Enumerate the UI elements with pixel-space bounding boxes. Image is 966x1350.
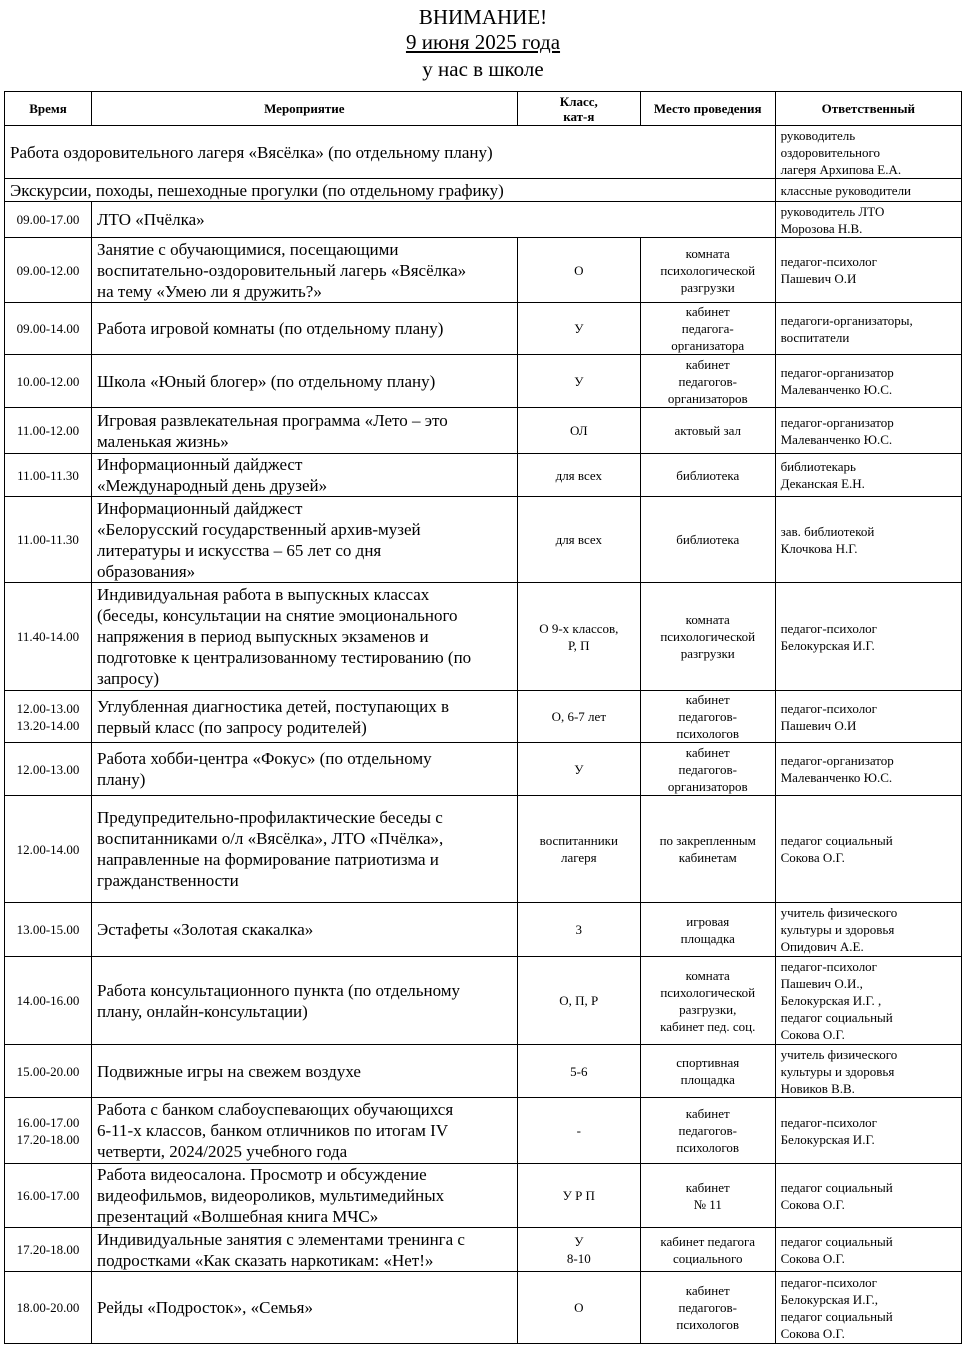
place-cell: кабинет педагога социального xyxy=(640,1228,775,1272)
place-cell: кабинет педагогов- психологов xyxy=(640,691,775,743)
event-cell: Экскурсии, походы, пешеходные прогулки (по отдельному графику) xyxy=(5,179,776,202)
time-cell: 15.00-20.00 xyxy=(5,1045,92,1098)
responsible-cell: библиотекарь Деканская Е.Н. xyxy=(775,454,961,497)
table-row xyxy=(5,1098,962,1164)
column-header-place: Место проведения xyxy=(640,92,775,126)
time-cell: 18.00-20.00 xyxy=(5,1272,92,1344)
responsible-cell: руководитель ЛТО Морозова Н.В. xyxy=(775,202,961,238)
table-header-row xyxy=(5,92,962,126)
event-cell: Подвижные игры на свежем воздухе xyxy=(92,1045,518,1098)
table-row xyxy=(5,202,962,238)
responsible-cell: педагог-организатор Малеванченко Ю.С. xyxy=(775,743,961,796)
time-cell: 10.00-12.00 xyxy=(5,355,92,408)
place-cell: библиотека xyxy=(640,497,775,583)
responsible-cell: педагог социальный Сокова О.Г. xyxy=(775,796,961,903)
class-cell: О, 6-7 лет xyxy=(517,691,640,743)
place-cell: комната психологической разгрузки xyxy=(640,583,775,691)
responsible-cell: педагог-психолог Белокурская И.Г. xyxy=(775,1098,961,1164)
responsible-cell: педагог-психолог Пашевич О.И xyxy=(775,238,961,303)
time-cell: 09.00-14.00 xyxy=(5,303,92,355)
time-cell: 11.00-12.00 xyxy=(5,408,92,454)
class-cell: У 8-10 xyxy=(517,1228,640,1272)
event-cell: Работа с банком слабоуспевающих обучающихся 6-11-х классов, банком отличников по итогам IV четверти, 2024/2025 учебного года xyxy=(92,1098,518,1164)
responsible-cell: зав. библиотекой Клочкова Н.Г. xyxy=(775,497,961,583)
table-row xyxy=(5,1045,962,1098)
class-cell: У Р П xyxy=(517,1164,640,1228)
time-cell: 12.00-13.00 xyxy=(5,743,92,796)
time-cell: 11.40-14.00 xyxy=(5,583,92,691)
class-cell: У xyxy=(517,743,640,796)
table-row xyxy=(5,126,962,179)
event-cell: Работа консультационного пункта (по отдельному плану, онлайн-консультации) xyxy=(92,957,518,1045)
event-cell: Рейды «Подросток», «Семья» xyxy=(92,1272,518,1344)
event-cell: Эстафеты «Золотая скакалка» xyxy=(92,903,518,957)
place-cell: кабинет педагогов- организаторов xyxy=(640,743,775,796)
class-cell: - xyxy=(517,1098,640,1164)
event-cell: Работа игровой комнаты (по отдельному плану) xyxy=(92,303,518,355)
place-cell: библиотека xyxy=(640,454,775,497)
table-row xyxy=(5,903,962,957)
event-cell: Работа хобби-центра «Фокус» (по отдельному плану) xyxy=(92,743,518,796)
event-cell: Информационный дайджест «Белорусский государственный архив-музей литературы и искусства – 65 лет со дня образования» xyxy=(92,497,518,583)
table-row xyxy=(5,408,962,454)
table-row xyxy=(5,1164,962,1228)
table-row xyxy=(5,238,962,303)
table-row xyxy=(5,691,962,743)
class-cell: воспитанники лагеря xyxy=(517,796,640,903)
column-header-time: Время xyxy=(5,92,92,126)
place-cell: спортивная площадка xyxy=(640,1045,775,1098)
place-cell: комната психологической разгрузки xyxy=(640,238,775,303)
place-cell: кабинет педагогов- психологов xyxy=(640,1272,775,1344)
table-row xyxy=(5,497,962,583)
class-cell: для всех xyxy=(517,497,640,583)
class-cell: О xyxy=(517,1272,640,1344)
table-row xyxy=(5,743,962,796)
class-cell: для всех xyxy=(517,454,640,497)
event-cell: Предупредительно-профилактические беседы с воспитанниками о/л «Вясёлка», ЛТО «Пчёлка», направленные на формирование патриотизма и гражданственности xyxy=(92,796,518,903)
time-cell: 16.00-17.00 xyxy=(5,1164,92,1228)
column-header-class: Класс, кат-я xyxy=(517,92,640,126)
event-cell: Углубленная диагностика детей, поступающих в первый класс (по запросу родителей) xyxy=(92,691,518,743)
class-cell: У xyxy=(517,303,640,355)
responsible-cell: руководитель оздоровительного лагеря Архипова Е.А. xyxy=(775,126,961,179)
time-cell: 12.00-13.00 13.20-14.00 xyxy=(5,691,92,743)
time-cell: 11.00-11.30 xyxy=(5,454,92,497)
column-header-event: Мероприятие xyxy=(92,92,518,126)
responsible-cell: педагог-психолог Белокурская И.Г., педагог социальный Сокова О.Г. xyxy=(775,1272,961,1344)
responsible-cell: педагог-организатор Малеванченко Ю.С. xyxy=(775,408,961,454)
class-cell: 5-6 xyxy=(517,1045,640,1098)
time-cell: 14.00-16.00 xyxy=(5,957,92,1045)
time-cell: 16.00-17.00 17.20-18.00 xyxy=(5,1098,92,1164)
class-cell: О, П, Р xyxy=(517,957,640,1045)
class-cell: 3 xyxy=(517,903,640,957)
place-cell: кабинет педагогов- психологов xyxy=(640,1098,775,1164)
table-row xyxy=(5,454,962,497)
responsible-cell: педагог-психолог Белокурская И.Г. xyxy=(775,583,961,691)
notice-subtitle: у нас в школе xyxy=(422,57,544,81)
responsible-cell: педагог-организатор Малеванченко Ю.С. xyxy=(775,355,961,408)
responsible-cell: учитель физического культуры и здоровья Новиков В.В. xyxy=(775,1045,961,1098)
place-cell: по закрепленным кабинетам xyxy=(640,796,775,903)
class-cell: У xyxy=(517,355,640,408)
table-row xyxy=(5,583,962,691)
table-row xyxy=(5,957,962,1045)
responsible-cell: педагоги-организаторы, воспитатели xyxy=(775,303,961,355)
notice-title: ВНИМАНИЕ! xyxy=(418,5,548,29)
column-header-responsible: Ответственный xyxy=(775,92,961,126)
place-cell: игровая площадка xyxy=(640,903,775,957)
responsible-cell: педагог социальный Сокова О.Г. xyxy=(775,1228,961,1272)
table-row xyxy=(5,796,962,903)
place-cell: актовый зал xyxy=(640,408,775,454)
notice-date: 9 июня 2025 года xyxy=(405,30,561,54)
event-cell: Индивидуальные занятия с элементами тренинга с подростками «Как сказать наркотикам: «Нет!» xyxy=(92,1228,518,1272)
responsible-cell: педагог социальный Сокова О.Г. xyxy=(775,1164,961,1228)
schedule-table xyxy=(4,91,962,1344)
event-cell: Работа оздоровительного лагеря «Вясёлка» (по отдельному плану) xyxy=(5,126,776,179)
event-cell: Информационный дайджест «Международный день друзей» xyxy=(92,454,518,497)
event-cell: Школа «Юный блогер» (по отдельному плану) xyxy=(92,355,518,408)
time-cell: 09.00-12.00 xyxy=(5,238,92,303)
responsible-cell: педагог-психолог Пашевич О.И xyxy=(775,691,961,743)
class-cell: ОЛ xyxy=(517,408,640,454)
class-cell: О xyxy=(517,238,640,303)
event-cell: Занятие с обучающимися, посещающими воспитательно-оздоровительный лагерь «Вясёлка» на тему «Умею ли я дружить?» xyxy=(92,238,518,303)
time-cell: 13.00-15.00 xyxy=(5,903,92,957)
place-cell: комната психологической разгрузки, кабинет пед. соц. xyxy=(640,957,775,1045)
event-cell: ЛТО «Пчёлка» xyxy=(92,202,776,238)
time-cell: 11.00-11.30 xyxy=(5,497,92,583)
class-cell: О 9-х классов, Р, П xyxy=(517,583,640,691)
table-row xyxy=(5,1228,962,1272)
place-cell: кабинет № 11 xyxy=(640,1164,775,1228)
table-row xyxy=(5,179,962,202)
time-cell: 17.20-18.00 xyxy=(5,1228,92,1272)
table-row xyxy=(5,1272,962,1344)
time-cell: 12.00-14.00 xyxy=(5,796,92,903)
event-cell: Индивидуальная работа в выпускных классах (беседы, консультации на снятие эмоционального напряжения в период выпускных экзаменов и подготовке к централизованному тестированию (по запросу) xyxy=(92,583,518,691)
responsible-cell: педагог-психолог Пашевич О.И., Белокурская И.Г. , педагог социальный Сокова О.Г. xyxy=(775,957,961,1045)
place-cell: кабинет педагога- организатора xyxy=(640,303,775,355)
place-cell: кабинет педагогов- организаторов xyxy=(640,355,775,408)
time-cell: 09.00-17.00 xyxy=(5,202,92,238)
table-row xyxy=(5,355,962,408)
event-cell: Игровая развлекательная программа «Лето – это маленькая жизнь» xyxy=(92,408,518,454)
table-row xyxy=(5,303,962,355)
event-cell: Работа видеосалона. Просмотр и обсуждение видеофильмов, видеороликов, мультимедийных презентаций «Волшебная книга МЧС» xyxy=(92,1164,518,1228)
responsible-cell: классные руководители xyxy=(775,179,961,202)
responsible-cell: учитель физического культуры и здоровья Опидович А.Е. xyxy=(775,903,961,957)
